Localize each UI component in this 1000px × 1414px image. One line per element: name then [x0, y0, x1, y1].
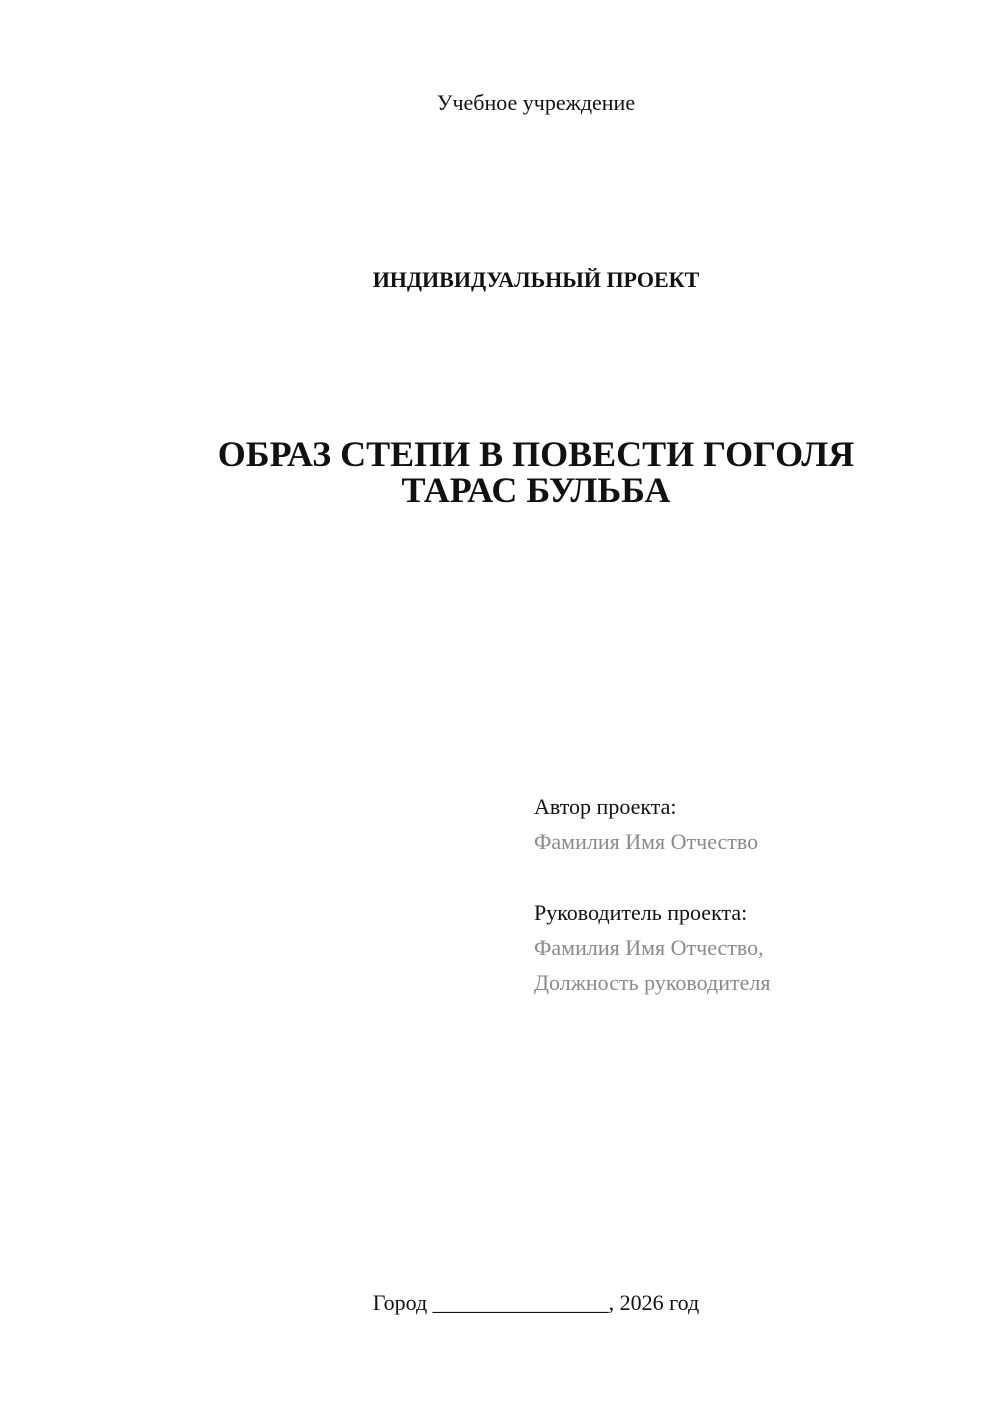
supervisor-position: Должность руководителя	[534, 970, 771, 995]
project-title-line-2: ТАРАС БУЛЬБА	[401, 470, 671, 510]
supervisor-label: Руководитель проекта:	[534, 900, 748, 925]
project-info-block	[534, 789, 974, 1000]
spacer	[534, 859, 974, 895]
author-name: Фамилия Имя Отчество	[534, 829, 759, 854]
project-type-heading: ИНДИВИДУАЛЬНЫЙ ПРОЕКТ	[372, 267, 700, 292]
project-title-line-1: ОБРАЗ СТЕПИ В ПОВЕСТИ ГОГОЛЯ	[217, 434, 855, 474]
author-label: Автор проекта:	[534, 794, 677, 819]
city-year-line: Город ________________, 2026 год	[372, 1290, 700, 1315]
supervisor-name: Фамилия Имя Отчество,	[534, 935, 764, 960]
institution-name: Учебное учреждение	[436, 90, 636, 115]
project-title	[0, 436, 1000, 508]
